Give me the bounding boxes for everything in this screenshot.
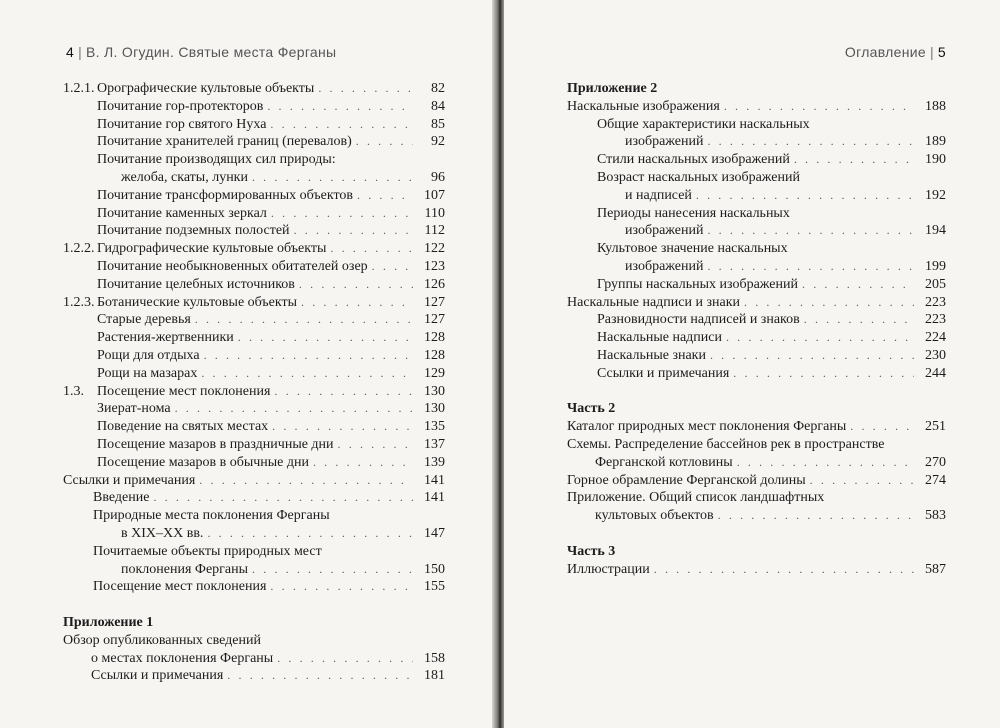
header-separator: | [929, 44, 934, 60]
entry-title: Посещение мест поклонения [93, 579, 267, 595]
dot-leader [201, 365, 413, 383]
entry-title: культовых объектов [595, 508, 714, 524]
toc-entry-first-line[interactable] [567, 240, 946, 258]
entry-title: Рощи для отдыха [97, 347, 200, 363]
entry-title: Зиерат-нома [97, 401, 171, 417]
toc-entry-continuation[interactable] [567, 222, 946, 240]
dot-leader [252, 169, 413, 187]
toc-entry[interactable] [63, 240, 445, 258]
dot-leader [270, 578, 413, 596]
toc-entry[interactable] [63, 454, 445, 472]
toc-list-right [567, 80, 946, 578]
toc-part-heading[interactable] [567, 543, 946, 561]
dot-leader [804, 311, 914, 329]
entry-title: Возраст наскальных изображений [597, 169, 800, 185]
dot-leader [238, 329, 413, 347]
entry-page: 158 [424, 650, 445, 666]
entry-title: изображений [625, 223, 704, 239]
toc-entry[interactable] [63, 365, 445, 383]
dot-leader [357, 187, 413, 205]
entry-title: в XIX–XX вв. [121, 525, 204, 541]
toc-spacer [567, 525, 946, 543]
entry-title: Почитание производящих сил природы: [97, 152, 336, 168]
toc-entry-continuation[interactable] [63, 561, 445, 579]
entry-title: Наскальные изображения [567, 98, 720, 114]
entry-page: 587 [925, 561, 946, 577]
entry-title: желоба, скаты, лунки [121, 169, 248, 185]
toc-entry[interactable] [63, 205, 445, 223]
entry-page: 130 [424, 401, 445, 417]
section-number: 1.2.3. [63, 294, 95, 310]
toc-entry[interactable] [567, 294, 946, 312]
toc-entry[interactable] [63, 294, 445, 312]
entry-title: Растения-жертвенники [97, 330, 234, 346]
entry-title: Старые деревья [97, 312, 191, 328]
toc-part-heading[interactable] [567, 80, 946, 98]
entry-title: Поведение на святых местах [97, 419, 269, 435]
entry-title: Природные места поклонения Ферганы [93, 508, 330, 524]
entry-page: 147 [424, 525, 445, 541]
entry-page: 127 [424, 294, 445, 310]
entry-page: 141 [424, 490, 445, 506]
dot-leader [737, 454, 914, 472]
dot-leader [277, 650, 413, 668]
dot-leader [372, 258, 413, 276]
toc-entry[interactable] [567, 311, 946, 329]
left-page [0, 0, 496, 728]
toc-spacer [63, 596, 445, 614]
toc-entry-continuation[interactable] [63, 650, 445, 668]
entry-title: Ссылки и примечания [597, 365, 730, 381]
toc-entry[interactable] [567, 365, 946, 383]
dot-leader [199, 472, 413, 490]
entry-title: Приложение 2 [567, 81, 658, 96]
section-number: 1.2.1. [63, 81, 95, 96]
toc-entry[interactable] [63, 472, 445, 490]
toc-entry-first-line[interactable] [567, 436, 946, 454]
right-page-number: 5 [937, 44, 946, 60]
book-author-title: В. Л. Огудин. Святые места Ферганы [86, 44, 337, 60]
entry-page: 274 [925, 472, 946, 488]
dot-leader [654, 561, 914, 579]
entry-title: Введение [93, 490, 150, 506]
toc-entry[interactable] [567, 472, 946, 490]
entry-title: Приложение 1 [63, 614, 154, 630]
entry-title: Почитание подземных полостей [97, 223, 290, 239]
entry-page: 189 [925, 134, 946, 150]
toc-entry-first-line[interactable] [63, 507, 445, 525]
entry-title: Почитание гор-протекторов [97, 98, 264, 114]
entry-page: 223 [925, 294, 946, 310]
entry-page: 82 [431, 81, 445, 96]
entry-page: 223 [925, 312, 946, 328]
entry-title: Общие характеристики наскальных [597, 116, 810, 132]
entry-title: Почитание каменных зеркал [97, 205, 267, 221]
toc-entry[interactable] [63, 222, 445, 240]
entry-title: Наскальные знаки [597, 347, 706, 363]
entry-title: Каталог природных мест поклонения Ферганы [567, 419, 847, 435]
entry-title: Культовое значение наскальных [597, 241, 788, 257]
entry-page: 230 [925, 347, 946, 363]
toc-list-left [63, 80, 445, 685]
entry-title: о местах поклонения Ферганы [91, 650, 274, 666]
entry-page: 194 [925, 223, 946, 239]
entry-page: 96 [431, 169, 445, 185]
toc-entry-continuation[interactable] [567, 187, 946, 205]
entry-title: Иллюстрации [567, 561, 650, 577]
entry-title: Часть 2 [567, 401, 616, 417]
section-number: 1.3. [63, 383, 84, 399]
entry-title: Посещение мазаров в обычные дни [97, 454, 309, 470]
toc-entry[interactable] [63, 311, 445, 329]
toc-entry-first-line[interactable] [63, 632, 445, 650]
entry-title: Периоды нанесения наскальных [597, 205, 790, 221]
toc-entry[interactable] [63, 436, 445, 454]
entry-title: Стили наскальных изображений [597, 152, 790, 168]
entry-title: Приложение. Общий список ландшафтных [567, 490, 825, 506]
entry-page: 135 [424, 419, 445, 435]
entry-page: 128 [424, 330, 445, 346]
toc-entry-continuation[interactable] [567, 258, 946, 276]
dot-leader [195, 311, 413, 329]
dot-leader [301, 294, 413, 312]
dot-leader [733, 365, 914, 383]
entry-page: 127 [424, 312, 445, 328]
entry-title: Рощи на мазарах [97, 365, 198, 381]
dot-leader [207, 525, 413, 543]
dot-leader [338, 436, 413, 454]
entry-title: Схемы. Распределение бассейнов рек в пространстве [567, 436, 885, 452]
entry-page: 126 [424, 276, 445, 292]
entry-title: Наскальные надписи [597, 330, 722, 346]
entry-page: 199 [925, 258, 946, 274]
dot-leader [294, 222, 413, 240]
entry-title: Посещение мест поклонения [97, 383, 271, 399]
entry-title: Ссылки и примечания [91, 668, 224, 684]
toc-entry[interactable] [63, 578, 445, 596]
dot-leader [802, 276, 914, 294]
entry-title: Ботанические культовые объекты [97, 294, 298, 310]
dot-leader [710, 347, 914, 365]
entry-page: 112 [424, 223, 445, 239]
toc-entry[interactable] [63, 400, 445, 418]
toc-entry[interactable] [63, 329, 445, 347]
entry-page: 110 [424, 205, 445, 221]
entry-title: Почитание гор святого Нуха [97, 116, 267, 132]
entry-page: 141 [424, 472, 445, 488]
dot-leader [330, 240, 413, 258]
header-separator: | [78, 44, 83, 60]
dot-leader [318, 80, 413, 98]
entry-page: 129 [424, 365, 445, 381]
toc-entry[interactable] [63, 80, 445, 98]
entry-title: Обзор опубликованных сведений [63, 632, 261, 648]
toc-entry[interactable] [63, 489, 445, 507]
entry-title: Разновидности надписей и знаков [597, 312, 800, 328]
entry-page: 270 [925, 454, 946, 470]
dot-leader [744, 294, 914, 312]
entry-page: 190 [925, 152, 946, 168]
entry-title: Почитаемые объекты природных мест [93, 543, 322, 559]
entry-title: изображений [625, 258, 704, 274]
toc-entry[interactable] [63, 383, 445, 401]
entry-title: поклонения Ферганы [121, 561, 249, 577]
dot-leader [696, 187, 914, 205]
toc-entry-continuation[interactable] [63, 525, 445, 543]
entry-page: 181 [424, 668, 445, 684]
entry-title: и надписей [625, 187, 692, 203]
dot-leader [810, 472, 914, 490]
toc-entry-continuation[interactable] [567, 454, 946, 472]
section-name: Оглавление [844, 44, 926, 60]
dot-leader [707, 258, 914, 276]
entry-title: Наскальные надписи и знаки [567, 294, 740, 310]
dot-leader [707, 222, 914, 240]
dot-leader [718, 507, 914, 525]
toc-entry-continuation[interactable] [63, 169, 445, 187]
toc-entry-first-line[interactable] [567, 205, 946, 223]
entry-page: 188 [925, 98, 946, 114]
entry-title: Группы наскальных изображений [597, 276, 798, 292]
left-page-number: 4 [66, 44, 75, 60]
entry-page: 251 [925, 419, 946, 435]
toc-entry-first-line[interactable] [63, 543, 445, 561]
entry-title: Почитание необыкновенных обитателей озер [97, 258, 368, 274]
dot-leader [252, 561, 413, 579]
left-running-head [66, 44, 336, 60]
entry-page: 130 [424, 383, 445, 399]
entry-title: Ферганской котловины [595, 454, 733, 470]
dot-leader [272, 418, 413, 436]
dot-leader [356, 133, 413, 151]
entry-title: Гидрографические культовые объекты [97, 241, 327, 257]
toc-entry[interactable] [567, 561, 946, 579]
toc-entry[interactable] [567, 347, 946, 365]
dot-leader [794, 151, 914, 169]
toc-entry-first-line[interactable] [567, 116, 946, 134]
toc-entry[interactable] [63, 133, 445, 151]
entry-title: изображений [625, 134, 704, 150]
dot-leader [299, 276, 413, 294]
entry-page: 205 [925, 276, 946, 292]
toc-entry[interactable] [63, 347, 445, 365]
toc-entry-first-line[interactable] [567, 489, 946, 507]
dot-leader [153, 489, 413, 507]
toc-entry-first-line[interactable] [63, 151, 445, 169]
toc-entry[interactable] [63, 276, 445, 294]
toc-part-heading[interactable] [567, 400, 946, 418]
entry-page: 84 [431, 98, 445, 114]
toc-entry[interactable] [63, 667, 445, 685]
entry-title: Посещение мазаров в праздничные дни [97, 436, 334, 452]
entry-page: 92 [431, 134, 445, 150]
toc-entry-continuation[interactable] [567, 133, 946, 151]
entry-page: 123 [424, 258, 445, 274]
dot-leader [227, 667, 413, 685]
toc-entry[interactable] [63, 258, 445, 276]
toc-entry[interactable] [63, 418, 445, 436]
entry-page: 192 [925, 187, 946, 203]
toc-entry[interactable] [63, 116, 445, 134]
toc-entry[interactable] [567, 329, 946, 347]
entry-page: 137 [424, 436, 445, 452]
entry-title: Орографические культовые объекты [97, 81, 315, 96]
dot-leader [270, 116, 413, 134]
toc-entry-first-line[interactable] [567, 169, 946, 187]
dot-leader [204, 347, 413, 365]
dot-leader [724, 98, 914, 116]
entry-page: 244 [925, 365, 946, 381]
entry-page: 150 [424, 561, 445, 577]
entry-page: 128 [424, 347, 445, 363]
dot-leader [271, 205, 413, 223]
dot-leader [274, 383, 413, 401]
entry-title: Почитание трансформированных объектов [97, 187, 353, 203]
entry-page: 122 [424, 241, 445, 257]
dot-leader [707, 133, 914, 151]
entry-title: Почитание целебных источников [97, 276, 295, 292]
dot-leader [175, 400, 413, 418]
toc-entry[interactable] [567, 276, 946, 294]
toc-entry[interactable] [63, 187, 445, 205]
dot-leader [313, 454, 413, 472]
entry-page: 85 [431, 116, 445, 132]
right-running-head [845, 44, 946, 60]
toc-entry-continuation[interactable] [567, 507, 946, 525]
dot-leader [267, 98, 413, 116]
entry-title: Часть 3 [567, 543, 616, 559]
entry-page: 583 [925, 508, 946, 524]
entry-title: Горное обрамление Ферганской долины [567, 472, 806, 488]
entry-page: 139 [424, 454, 445, 470]
dot-leader [726, 329, 914, 347]
toc-entry[interactable] [567, 418, 946, 436]
right-page [504, 0, 1000, 728]
toc-entry[interactable] [567, 98, 946, 116]
entry-page: 155 [424, 579, 445, 595]
entry-title: Ссылки и примечания [63, 472, 196, 488]
entry-page: 107 [424, 187, 445, 203]
dot-leader [850, 418, 914, 436]
entry-title: Почитание хранителей границ (перевалов) [97, 134, 352, 150]
section-number: 1.2.2. [63, 241, 95, 257]
toc-entry[interactable] [567, 151, 946, 169]
toc-entry[interactable] [63, 98, 445, 116]
entry-page: 224 [925, 330, 946, 346]
toc-part-heading[interactable] [63, 614, 445, 632]
toc-spacer [567, 383, 946, 401]
